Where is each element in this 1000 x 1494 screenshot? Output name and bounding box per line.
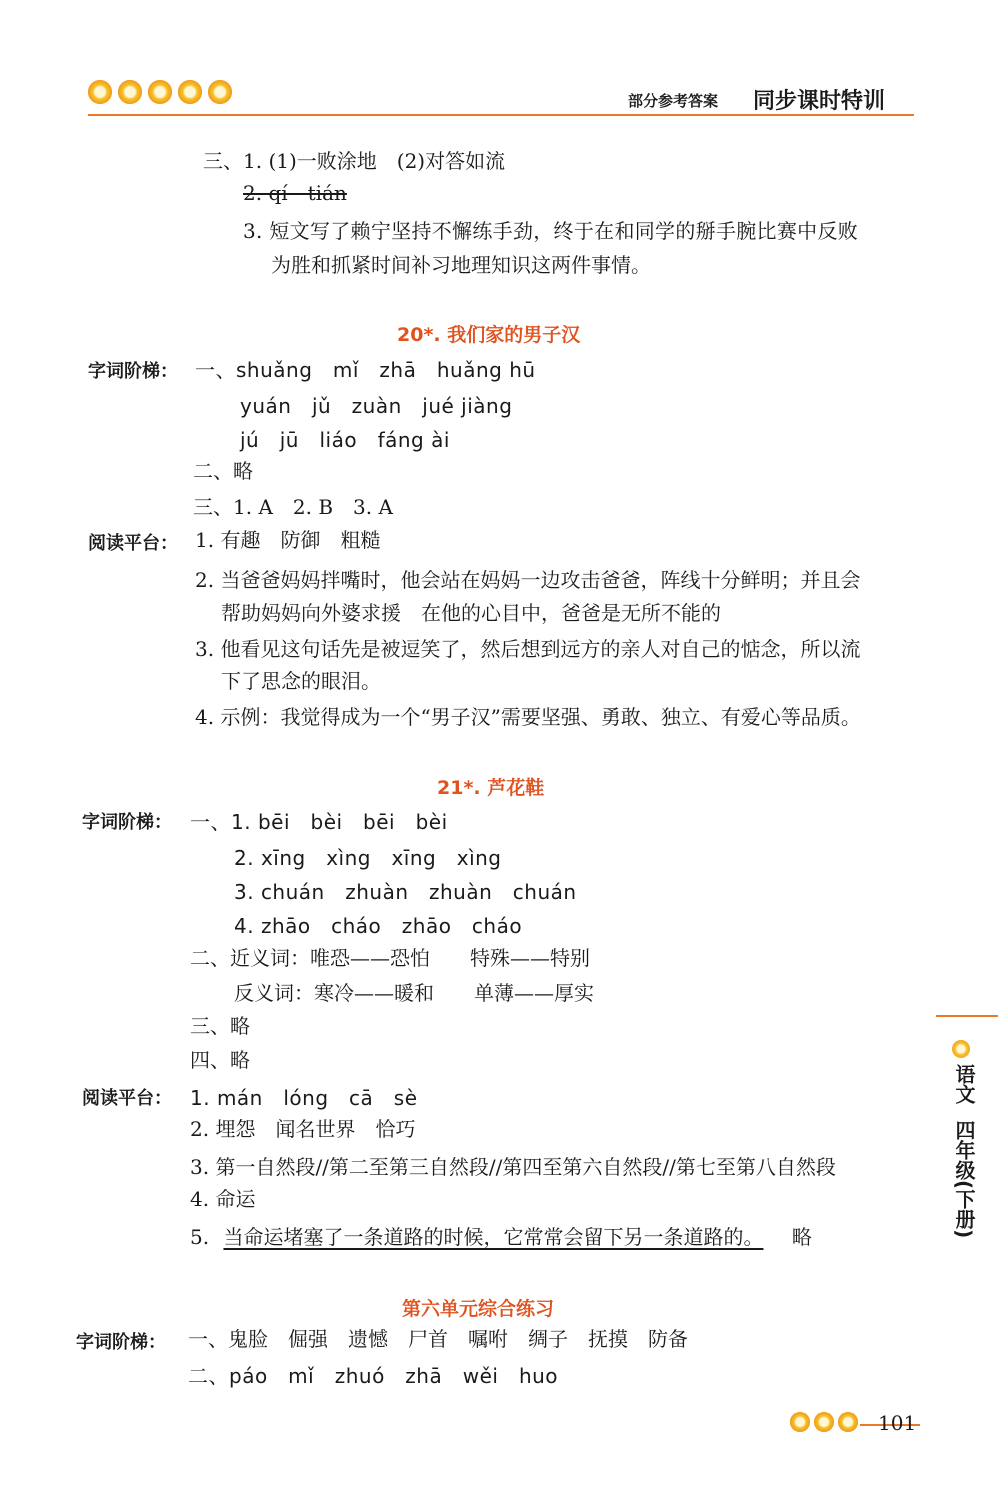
s21-ci-row-7: 三、略 (190, 1014, 250, 1038)
orange-dot-icon (838, 1412, 858, 1432)
s20-read-3a: 3. 他看见这句话先是被逗笑了，然后想到远方的亲人对自己的惦念，所以流 (195, 637, 861, 661)
page-number: 101 (878, 1411, 917, 1435)
s6-ci-row-1: 一、鬼脸 倔强 遗憾 尸首 嘱咐 绸子 抚摸 防备 (188, 1327, 688, 1351)
s20-read-2a: 2. 当爸爸妈妈拌嘴时，他会站在妈妈一边攻击爸爸，阵线十分鲜明；并且会 (195, 568, 861, 592)
s21-ci-row-1: 一、1. bēi bèi bēi bèi (190, 810, 448, 834)
book-title: 同步课时特训 (753, 89, 886, 114)
s21-ci-row-4: 4. zhāo cháo zhāo cháo (234, 914, 523, 938)
side-tab-grade: 四年级(下册) (952, 1120, 976, 1239)
top-line-3: 3. 短文写了赖宁坚持不懈练手劲，终于在和同学的掰手腕比赛中反败 (243, 219, 859, 243)
s21-read-label: 阅读平台： (82, 1088, 172, 1109)
orange-dot-icon (208, 80, 232, 104)
orange-dot-icon (814, 1412, 834, 1432)
s21-read-4: 4. 命运 (190, 1187, 256, 1211)
s6-ci-label: 字词阶梯： (76, 1332, 166, 1353)
orange-dot-icon (148, 80, 172, 104)
header-rule (88, 114, 914, 116)
s21-read-5-underlined-answer: 当命运堵塞了一条道路的时候，它常常会留下另一条道路的。 (223, 1225, 764, 1249)
s6-ci-row-2: 二、páo mǐ zhuó zhā wěi huo (188, 1364, 559, 1388)
s20-ci-row-3: jú jū liáo fáng ài (240, 428, 450, 452)
side-tab-subject: 语文 (952, 1064, 976, 1104)
s20-ci-row-4: 二、略 (193, 459, 253, 483)
s21-read-2: 2. 埋怨 闻名世界 恰巧 (190, 1117, 416, 1141)
s20-read-2b: 帮助妈妈向外婆求援 在他的心目中，爸爸是无所不能的 (221, 601, 721, 625)
s20-ci-row-2: yuán jǔ zuàn jué jiàng (240, 394, 513, 418)
section-21-title: 21*. 芦花鞋 (437, 777, 545, 799)
s20-ci-row-1: 一、shuǎng mǐ zhā huǎng hū (195, 358, 536, 382)
s21-ci-row-3: 3. chuán zhuàn zhuàn chuán (234, 880, 577, 904)
s20-read-4: 4. 示例：我觉得成为一个“男子汉”需要坚强、勇敢、独立、有爱心等品质。 (195, 705, 861, 729)
unit-6-review-title: 第六单元综合练习 (402, 1298, 555, 1320)
s21-ci-row-5: 二、近义词：唯恐——恐怕 特殊——特别 (190, 946, 590, 970)
footer-decoration-dots (790, 1412, 858, 1432)
orange-dot-icon (790, 1412, 810, 1432)
s21-read-5-tail: 略 (791, 1225, 812, 1249)
top-line-1: 三、1. (1)一败涂地 (2)对答如流 (203, 149, 506, 173)
top-line-2 (243, 178, 347, 208)
top-line-2-text: 2. qí tián (243, 181, 347, 205)
s20-read-3b: 下了思念的眼泪。 (221, 669, 381, 693)
header-decoration-dots (88, 80, 232, 104)
s20-read-1: 1. 有趣 防御 粗糙 (195, 528, 381, 552)
top-line-4: 为胜和抓紧时间补习地理知识这两件事情。 (271, 253, 651, 277)
section-20-title: 20*. 我们家的男子汉 (397, 324, 581, 346)
orange-dot-icon (118, 80, 142, 104)
s21-ci-row-2: 2. xīng xìng xīng xìng (234, 846, 502, 870)
side-tab-rule (936, 1015, 998, 1017)
s21-read-3: 3. 第一自然段//第二至第三自然段//第四至第六自然段//第七至第八自然段 (190, 1155, 836, 1179)
s21-read-5 (190, 1222, 812, 1252)
s21-read-1: 1. mán lóng cā sè (190, 1086, 418, 1110)
s21-ci-row-6: 反义词：寒冷——暖和 单薄——厚实 (234, 981, 594, 1005)
answers-label: 部分参考答案 (628, 92, 719, 110)
s21-ci-row-8: 四、略 (190, 1048, 250, 1072)
s20-read-label: 阅读平台： (88, 533, 178, 554)
side-tab-dot-icon (952, 1040, 970, 1058)
orange-dot-icon (88, 80, 112, 104)
s20-ci-row-5: 三、1. A 2. B 3. A (193, 495, 393, 519)
s21-ci-label: 字词阶梯： (82, 812, 172, 833)
s21-read-5-number: 5. (190, 1225, 210, 1249)
orange-dot-icon (178, 80, 202, 104)
s20-ci-label: 字词阶梯： (88, 361, 178, 382)
